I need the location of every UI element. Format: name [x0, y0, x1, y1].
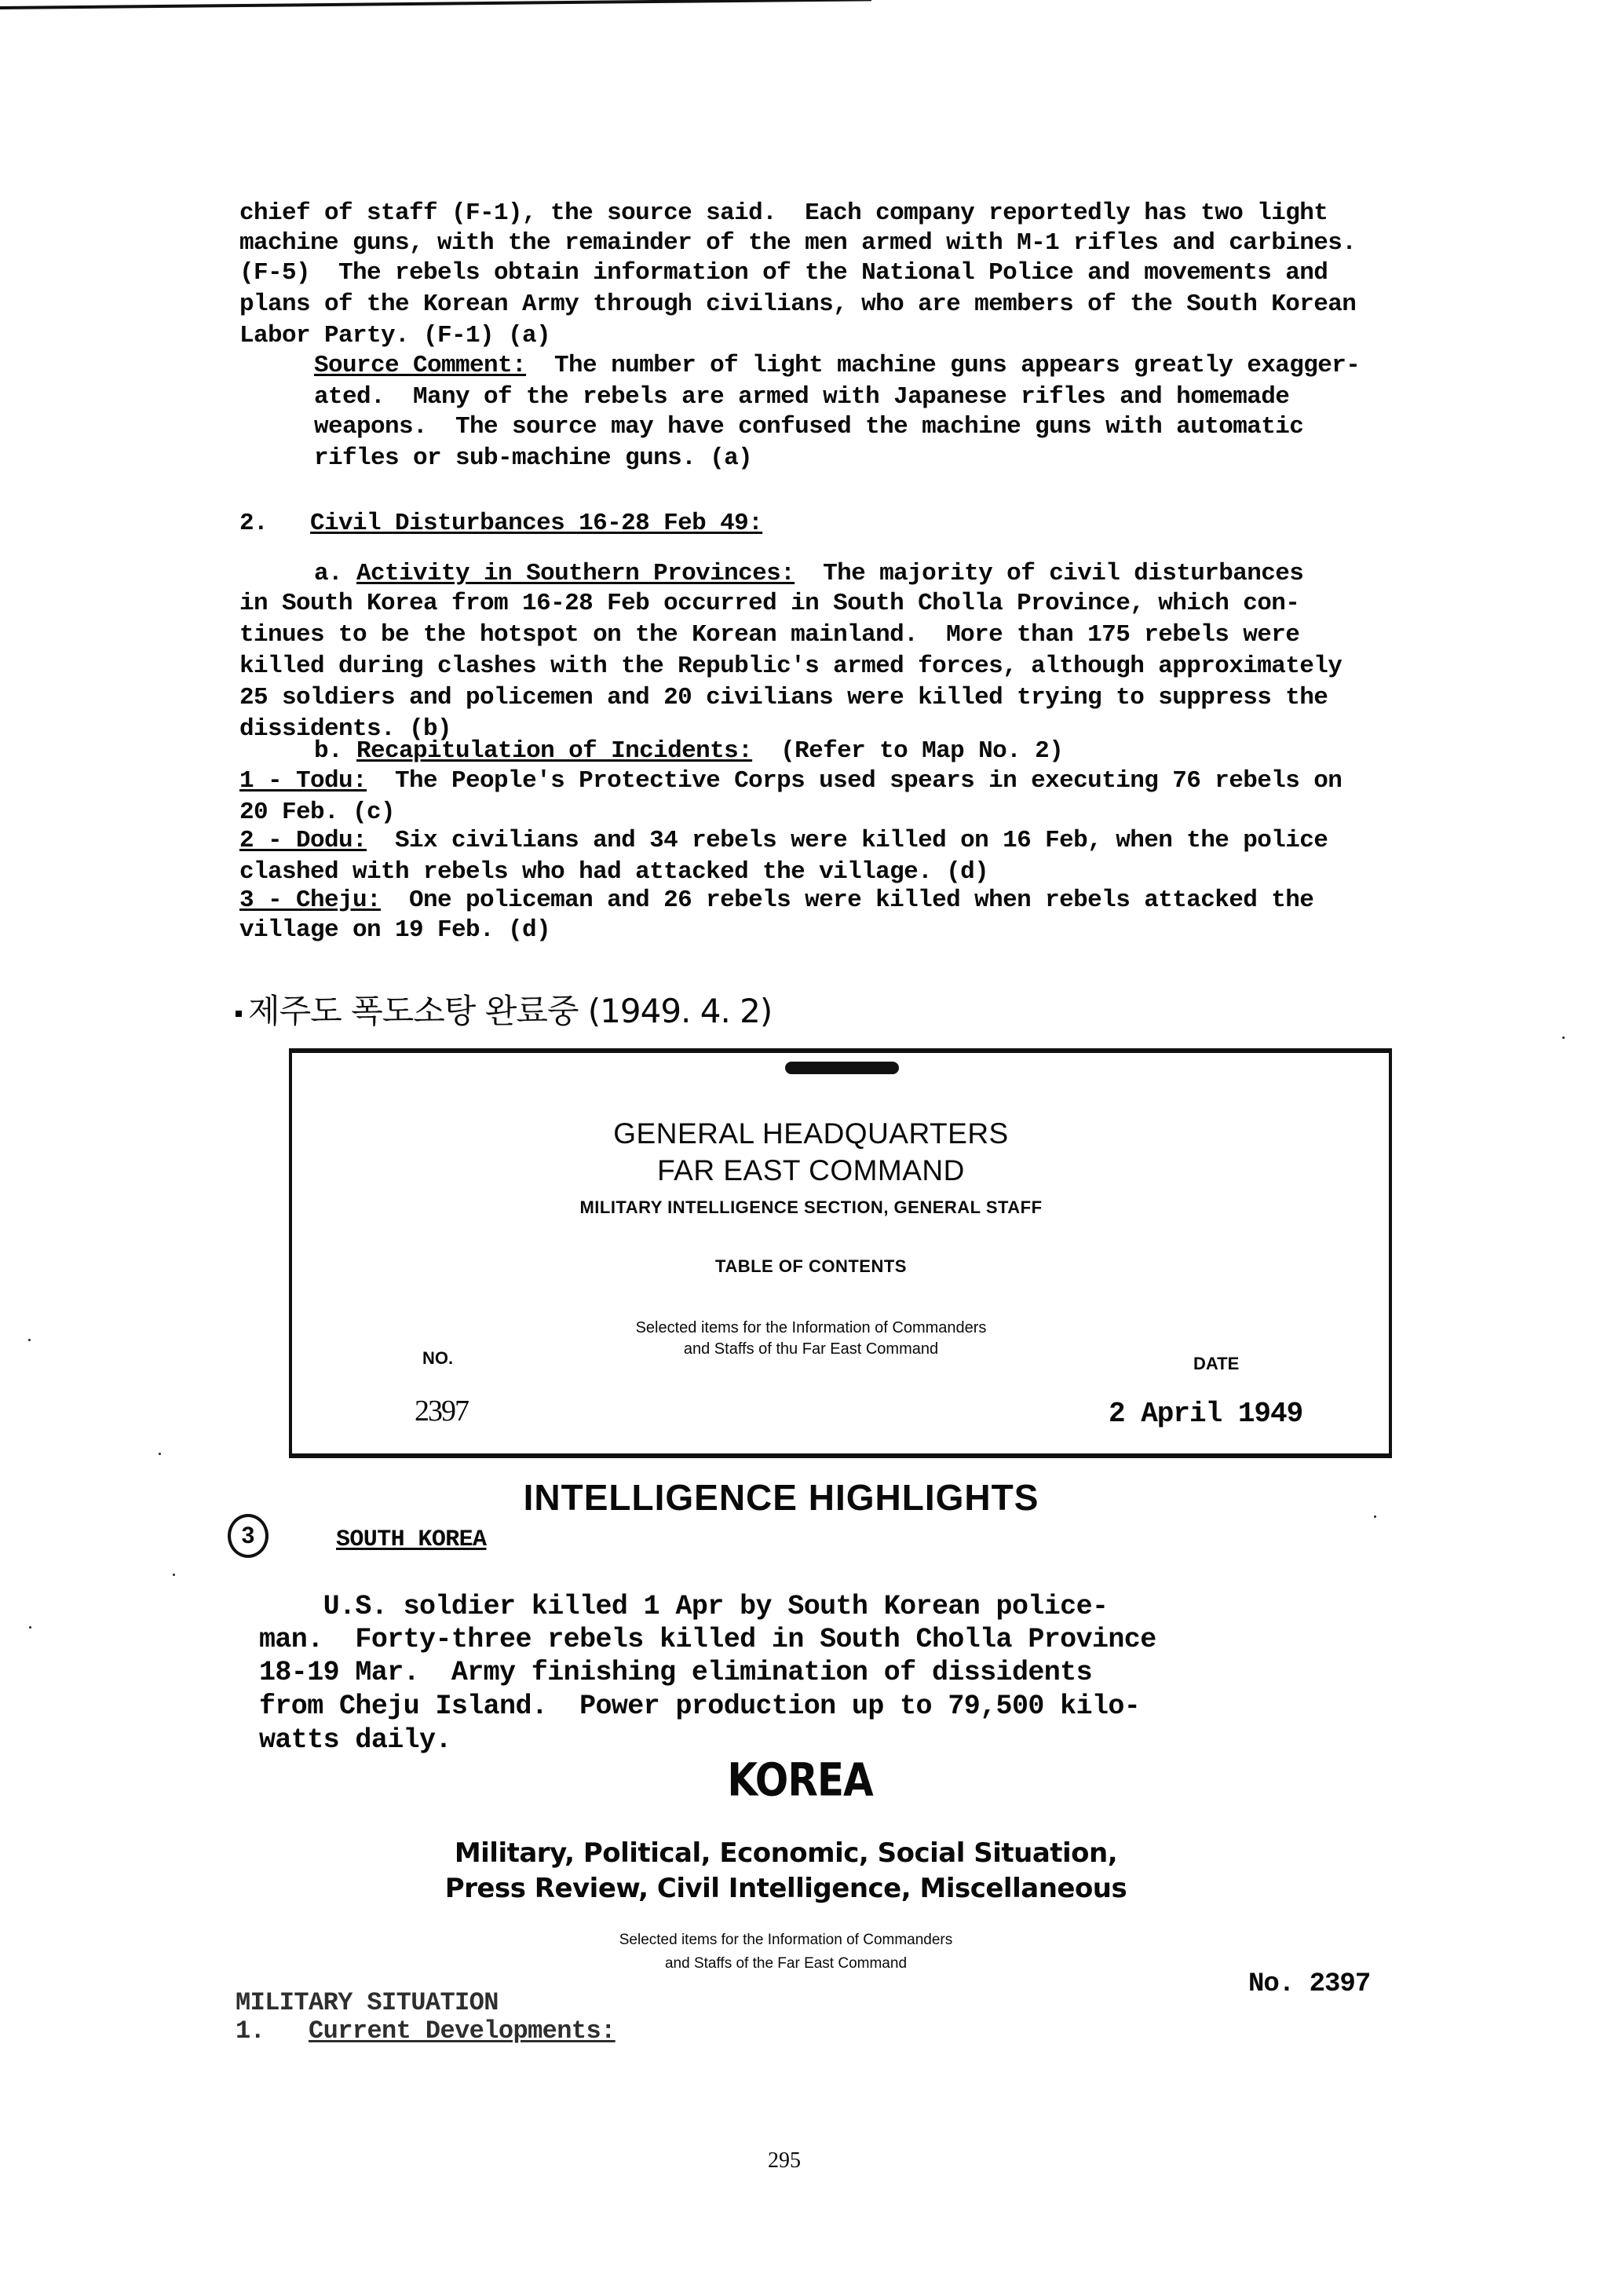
source-comment-line: ated. Many of the rebels are armed with Japanese rifles and homemade: [314, 383, 1290, 411]
source-comment-line: Source Comment: The number of light machine guns appears greatly exagger-: [314, 352, 1361, 379]
source-comment-label: Source Comment:: [314, 352, 527, 379]
subsection-b-heading: Recapitulation of Incidents:: [356, 737, 753, 765]
incident-label: 2 - Dodu:: [239, 827, 367, 854]
korea-subtitle: Military, Political, Economic, Social Situation,: [454, 1837, 1118, 1869]
circled-number-marker: 3: [228, 1514, 269, 1558]
scan-speck: [1374, 1515, 1376, 1518]
scan-top-rule: [0, 0, 871, 9]
incident-line: village on 19 Feb. (d): [239, 916, 551, 944]
selected-items-line: Selected items for the Information of Commanders: [635, 1319, 987, 1336]
section-heading: 2. Civil Disturbances 16-28 Feb 49:: [239, 510, 763, 537]
highlight-line: from Cheju Island. Power production up to 79,500 kilo-: [259, 1691, 1141, 1722]
korean-caption: 제주도 폭도소탕 완료중 (1949. 4. 2): [236, 985, 772, 1033]
incident-line: 20 Feb. (c): [239, 799, 396, 826]
incident-line: clashed with rebels who had attacked the village. (d): [239, 858, 989, 886]
issue-number: 2397: [415, 1395, 468, 1428]
scan-speck: [28, 1339, 31, 1341]
paragraph-line: 25 soldiers and policemen and 20 civilians were killed trying to suppress the: [239, 684, 1328, 711]
selected-items-line: Selected items for the Information of Commanders: [619, 1932, 953, 1948]
highlight-line: man. Forty-three rebels killed in South Cholla Province: [259, 1624, 1156, 1655]
scan-speck: [173, 1574, 175, 1576]
selected-items-line: and Staffs of thu Far East Command: [683, 1340, 939, 1358]
paragraph-line: Labor Party. (F-1) (a): [239, 322, 551, 349]
paragraph-line: plans of the Korean Army through civilians, who are members of the South Korean: [239, 291, 1357, 318]
paragraph-line: tinues to be the hotspot on the Korean mainland. More than 175 rebels were: [239, 621, 1300, 649]
current-developments-line: 1. Current Developments:: [236, 2016, 616, 2046]
korea-subtitle: Press Review, Civil Intelligence, Miscellaneous: [444, 1873, 1127, 1904]
ghq-title: GENERAL HEADQUARTERS: [613, 1117, 1009, 1150]
date-label: DATE: [1193, 1354, 1240, 1373]
source-comment-line: weapons. The source may have confused the machine guns with automatic: [314, 413, 1304, 441]
command-title: FAR EAST COMMAND: [657, 1154, 965, 1186]
paragraph-line: in South Korea from 16-28 Feb occurred in South Cholla Province, which con-: [239, 590, 1300, 617]
incident-line: 1 - Todu: The People's Protective Corps used spears in executing 76 rebels on: [239, 767, 1343, 795]
military-situation-heading: MILITARY SITUATION: [236, 1988, 499, 2017]
subsection-b-first-line: b. Recapitulation of Incidents: (Refer to Map No. 2): [314, 737, 1064, 765]
incident-label: 1 - Todu:: [239, 767, 367, 795]
scan-speck: [29, 1626, 31, 1629]
region-heading: SOUTH KOREA: [336, 1526, 487, 1553]
bullet-icon: [236, 1011, 242, 1017]
highlight-line: 18-19 Mar. Army finishing elimination of dissidents: [259, 1657, 1092, 1688]
paragraph-line: chief of staff (F-1), the source said. Each company reportedly has two light: [239, 199, 1328, 227]
scan-speck: [159, 1453, 161, 1455]
subsection-a-heading: Activity in Southern Provinces:: [356, 560, 795, 587]
paragraph-line: (F-5) The rebels obtain information of the National Police and movements and: [239, 259, 1328, 287]
section-title: MILITARY INTELLIGENCE SECTION, GENERAL STAFF: [579, 1197, 1043, 1217]
korea-issue-number: No. 2397: [1248, 1969, 1371, 1999]
selected-items-line: and Staffs of the Far East Command: [664, 1955, 908, 1972]
subsection-a-first-line: a. Activity in Southern Provinces: The majority of civil disturbances: [314, 560, 1304, 587]
source-comment-line: rifles or sub-machine guns. (a): [314, 444, 753, 472]
paragraph-line: machine guns, with the remainder of the men armed with M-1 rifles and carbines.: [239, 229, 1357, 257]
scan-speck: [1562, 1036, 1565, 1039]
redacted-classification-stamp: [785, 1062, 899, 1074]
incident-label: 3 - Cheju:: [239, 887, 382, 914]
korea-title: KOREA: [727, 1753, 873, 1807]
number-label: NO.: [422, 1348, 454, 1368]
issue-date: 2 April 1949: [1109, 1398, 1303, 1430]
intelligence-highlights-title: INTELLIGENCE HIGHLIGHTS: [523, 1477, 1039, 1518]
paragraph-line: dissidents. (b): [239, 715, 452, 743]
highlight-line: watts daily.: [259, 1724, 451, 1756]
incident-line: 3 - Cheju: One policeman and 26 rebels were killed when rebels attacked the: [239, 887, 1314, 914]
table-of-contents-label: TABLE OF CONTENTS: [715, 1256, 907, 1276]
incident-line: 2 - Dodu: Six civilians and 34 rebels were killed on 16 Feb, when the police: [239, 827, 1328, 854]
paragraph-line: killed during clashes with the Republic's armed forces, although approximately: [239, 653, 1343, 680]
highlight-line: U.S. soldier killed 1 Apr by South Korean police-: [259, 1591, 1109, 1622]
page-number: 295: [768, 2148, 801, 2173]
